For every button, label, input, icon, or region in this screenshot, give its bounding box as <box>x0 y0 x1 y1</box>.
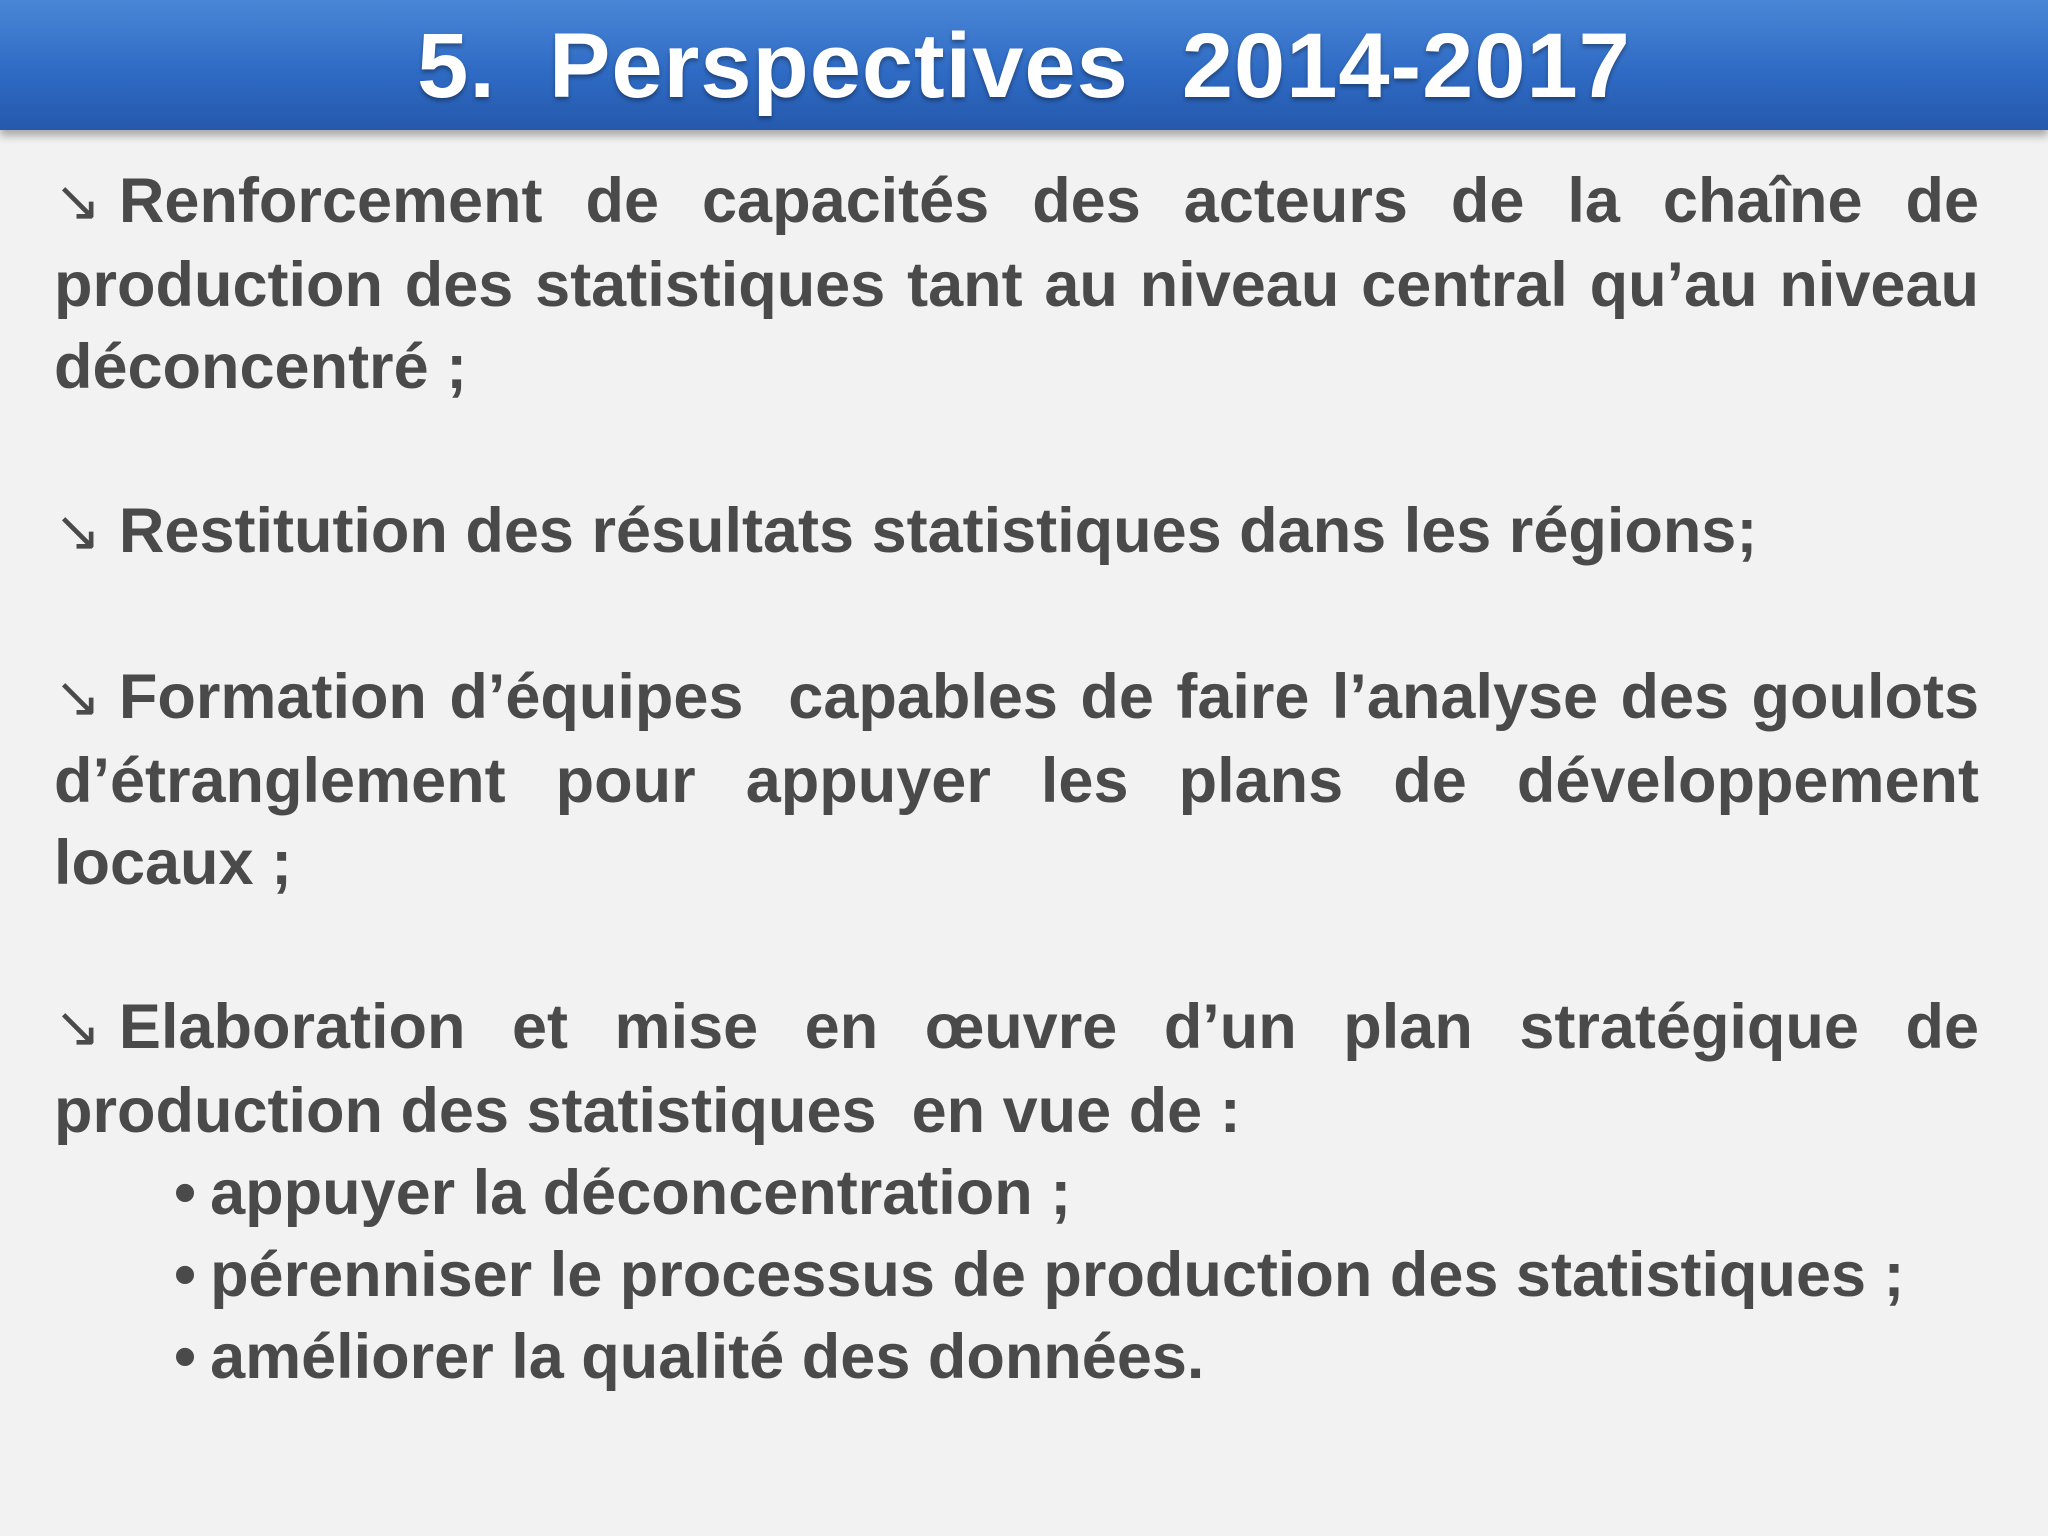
list-item <box>54 986 1997 1152</box>
spacer <box>54 574 1979 656</box>
sub-list <box>54 1152 1979 1398</box>
list-item <box>54 656 1997 904</box>
arrow-down-right-icon: ↘ <box>54 169 101 232</box>
sub-list-item <box>174 1234 1979 1316</box>
bullet-icon: • <box>174 1322 197 1392</box>
list-item-text: Elaboration et mise en œuvre d’un plan stratégique de production des statistiques en vue de : <box>54 992 1997 1146</box>
list-item-text: Restitution des résultats statistiques dans les régions; <box>118 496 1758 566</box>
arrow-down-right-icon: ↘ <box>54 499 101 562</box>
sub-list-item <box>174 1316 1979 1398</box>
list-item <box>54 490 1979 574</box>
sub-list-item-text: appuyer la déconcentration ; <box>210 1158 1072 1228</box>
slide-content <box>54 160 1997 1398</box>
bullet-icon: • <box>174 1240 197 1310</box>
slide-title: 5. Perspectives 2014-2017 <box>417 14 1631 117</box>
sub-list-item-text: améliorer la qualité des données. <box>210 1322 1205 1392</box>
arrow-down-right-icon: ↘ <box>54 995 101 1058</box>
sub-list-item <box>174 1152 1979 1234</box>
title-bar <box>0 0 2048 130</box>
spacer <box>54 904 1979 986</box>
list-item <box>54 160 1997 408</box>
spacer <box>54 408 1979 490</box>
list-item-text: Formation d’équipes capables de faire l’analyse des goulots d’étranglement pour appuyer les plans de développement locaux ; <box>54 662 1997 898</box>
list-item-text: Renforcement de capacités des acteurs de la chaîne de production des statistiques tant au niveau central qu’au niveau déconcentré ; <box>54 166 1997 402</box>
bullet-icon: • <box>174 1158 197 1228</box>
sub-list-item-text: pérenniser le processus de production des statistiques ; <box>210 1240 1905 1310</box>
arrow-down-right-icon: ↘ <box>54 665 101 728</box>
